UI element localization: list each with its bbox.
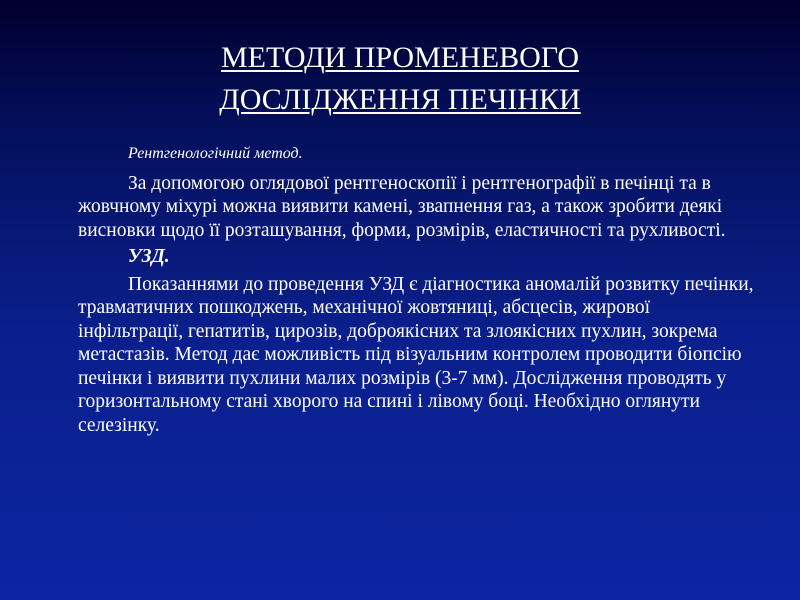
title-line-1: МЕТОДИ ПРОМЕНЕВОГО	[220, 41, 580, 74]
slide-body	[78, 142, 754, 440]
title-line-2: ДОСЛІДЖЕННЯ ПЕЧІНКИ	[219, 83, 581, 116]
slide-title	[60, 37, 740, 121]
uzd-heading: УЗД.	[128, 246, 170, 267]
xray-paragraph: За допомогою оглядової рентгеноскопії і рентгенографії в печінці та в жовчному міхурі можна виявити камені, звапнення газ, а також зробити деякі висновки щодо її розташування, форми, розмірів, еластичності та рухливості.	[78, 172, 726, 241]
xray-method-label: Рентгенологічний метод.	[128, 145, 303, 162]
uzd-paragraph: Показаннями до проведення УЗД є діагностика аномалій розвитку печінки, травматичних пошкоджень, механічної жовтяниці, абсцесів, жирової інфільтрації, гепатитів, цирозів, доброякісних та злоякісних пухлин, зокрема метастазів. Метод дає можливість під візуальним контролем проводити біопсію печінки і виявити пухлини малих розмірів (3-7 мм). Дослідження проводять у горизонтальному стані хворого на спині і лівому боці. Необхідно оглянути селезінку.	[78, 273, 754, 436]
